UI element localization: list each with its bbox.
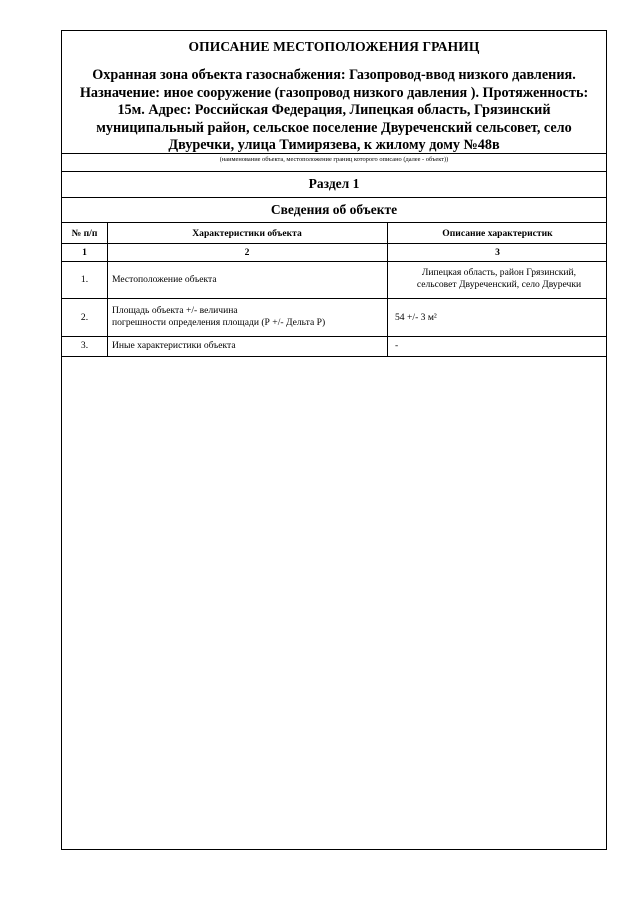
row-characteristic (112, 305, 384, 329)
table-column-number: 3 (495, 247, 500, 258)
row-description-line: Липецкая область, район Грязинский, (421, 267, 577, 278)
row-description (395, 312, 605, 324)
object-name-line: муниципальный район, сельское поселение Двуреченский сельсовет, село (96, 119, 572, 136)
divider (62, 153, 606, 154)
table-header-number: № п/п (71, 228, 98, 239)
row-description-line: 54 +/- 3 м² (395, 312, 437, 323)
section-subtitle: Сведения об объекте (270, 202, 398, 217)
object-name-line: Назначение: иное сооружение (газопровод низкого давления ). Протяженность: (79, 84, 589, 101)
table-column-number: 2 (244, 247, 250, 258)
row-characteristic-line: Иные характеристики объекта (112, 340, 236, 351)
object-name-line: Охранная зона объекта газоснабжения: Газопровод-ввод низкого давления. (92, 67, 576, 83)
row-description-line: сельсовет Двуреченский, село Двуречки (416, 279, 582, 290)
object-name-line: 15м. Адрес: Российская Федерация, Липецкая область, Грязинский (117, 102, 551, 119)
table-column-number: 1 (82, 247, 87, 258)
row-characteristic (112, 274, 382, 286)
row-description-line: - (395, 340, 399, 351)
table-border (62, 261, 606, 262)
divider (62, 171, 606, 172)
row-characteristic-line: погрешности определения площади (Р +/- Дельта Р) (112, 317, 326, 328)
table-header-characteristic: Характеристики объекта (192, 228, 302, 239)
row-number: 2. (80, 312, 89, 323)
divider (62, 222, 606, 223)
document-frame (61, 30, 607, 850)
document-title: ОПИСАНИЕ МЕСТОПОЛОЖЕНИЯ ГРАНИЦ (188, 39, 480, 54)
table-header-description: Описание характеристик (442, 228, 553, 239)
divider (62, 197, 606, 198)
table-column-border (107, 222, 108, 356)
table-border (62, 298, 606, 299)
table-border (62, 336, 606, 337)
row-characteristic-line: Местоположение объекта (112, 274, 217, 285)
table-column-border (387, 222, 388, 356)
section-title: Раздел 1 (308, 176, 360, 191)
table-border (62, 356, 606, 357)
table-border (62, 243, 606, 244)
object-name (68, 67, 600, 155)
object-caption: (наименование объекта, местоположение границ которого описано (далее - объект)) (219, 156, 449, 163)
row-characteristic-line: Площадь объекта +/- величина (112, 305, 238, 316)
row-number: 3. (80, 340, 89, 351)
row-description (395, 340, 605, 352)
row-characteristic (112, 340, 382, 352)
object-name-line: Двуречки, улица Тимирязева, к жилому дому №48в (168, 137, 500, 154)
row-number: 1. (80, 274, 89, 285)
row-description (393, 267, 605, 291)
